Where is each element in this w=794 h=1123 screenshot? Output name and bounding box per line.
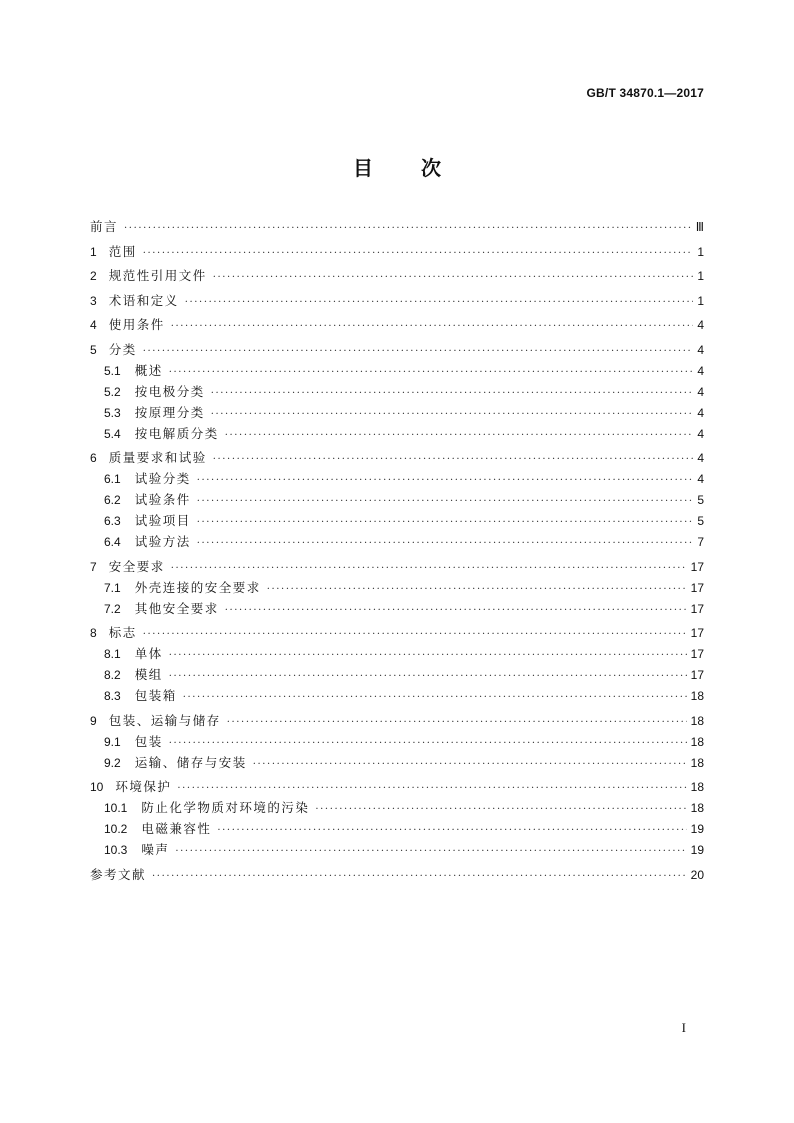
toc-entry-page: 17	[690, 559, 704, 574]
toc-leader-dots	[227, 712, 687, 733]
toc-entry-number: 6.2	[104, 493, 121, 507]
toc-entry-number: 8.1	[104, 647, 121, 661]
toc-subentry[interactable]	[90, 423, 704, 444]
toc-entry-label: 按原理分类	[134, 404, 205, 420]
toc-subentry[interactable]	[90, 664, 704, 685]
toc-entry-number: 6.1	[104, 472, 121, 486]
toc-subentry[interactable]	[90, 577, 704, 598]
toc-entry-label: 概述	[134, 362, 163, 378]
toc-entry-label: 试验条件	[134, 492, 191, 507]
toc-leader-dots	[217, 820, 686, 841]
toc-leader-dots	[183, 687, 687, 708]
toc-subentry[interactable]	[90, 489, 704, 510]
toc-entry-label: 质量要求和试验	[108, 450, 207, 465]
toc-title-char-1: 目	[353, 156, 373, 180]
toc-leader-dots	[211, 383, 694, 404]
toc-entry-number: 6	[90, 451, 97, 465]
toc-subentry[interactable]	[90, 402, 704, 423]
toc-leader-dots	[197, 491, 694, 512]
toc-subentry[interactable]	[90, 731, 704, 752]
toc-title	[0, 152, 794, 181]
toc-entry-page: 1	[697, 244, 704, 259]
toc-leader-dots	[211, 404, 694, 425]
toc-entry-number: 2	[90, 269, 97, 283]
toc-entry-page: 18	[690, 780, 704, 794]
toc-leader-dots	[315, 799, 686, 820]
toc-title-char-2: 次	[421, 156, 441, 180]
toc-entry-label: 安全要求	[108, 558, 165, 574]
toc-leader-dots	[197, 512, 694, 533]
toc-entry-number: 6.4	[104, 535, 121, 549]
toc-leader-dots	[225, 425, 694, 446]
toc-entry-page: 17	[690, 668, 704, 682]
toc-entry-page: 19	[690, 822, 704, 836]
toc-entry-label: 其他安全要求	[134, 600, 219, 616]
toc-entry-page: 1	[697, 269, 704, 283]
toc-entry-number: 5.2	[104, 384, 121, 399]
toc-subentry[interactable]	[90, 381, 704, 402]
toc-leader-dots	[143, 624, 687, 645]
toc-entry-page: 18	[690, 755, 704, 770]
toc-subentry[interactable]	[90, 360, 704, 381]
table-of-contents	[90, 216, 704, 885]
toc-entry-page: 4	[697, 318, 704, 332]
toc-entry-label: 标志	[108, 625, 137, 640]
toc-entry-page: 1	[697, 293, 704, 308]
toc-entry-label: 分类	[108, 341, 137, 357]
toc-entry-page: 5	[697, 514, 704, 528]
toc-entry[interactable]	[90, 556, 704, 577]
toc-entry-label: 包装、运输与储存	[108, 712, 221, 728]
toc-entry-number: 10.2	[104, 822, 128, 836]
toc-subentry[interactable]	[90, 685, 704, 706]
toc-entry-label: 环境保护	[115, 779, 172, 794]
standard-code: GB/T 34870.1—2017	[586, 86, 704, 100]
toc-entry[interactable]	[90, 864, 704, 885]
footer-page-number: I	[681, 1020, 686, 1035]
toc-leader-dots	[171, 558, 687, 579]
toc-entry-label: 试验分类	[134, 471, 191, 486]
toc-entry-number: 7.1	[104, 580, 121, 595]
toc-leader-dots	[143, 243, 694, 264]
toc-entry-label: 包装	[134, 733, 163, 749]
toc-entry[interactable]	[90, 622, 704, 643]
toc-entry-label: 使用条件	[108, 317, 165, 332]
toc-entry-page: 4	[697, 472, 704, 486]
toc-entry-page: 18	[690, 801, 704, 815]
toc-entry-number: 9.1	[104, 734, 121, 749]
toc-entry[interactable]	[90, 339, 704, 360]
toc-entry-label: 单体	[134, 646, 163, 661]
toc-leader-dots	[267, 579, 687, 600]
toc-entry-label: 电磁兼容性	[141, 821, 212, 836]
toc-entry-number: 7	[90, 559, 97, 574]
toc-entry[interactable]	[90, 314, 704, 335]
toc-leader-dots	[169, 666, 687, 687]
toc-entry-number: 10.3	[104, 843, 128, 857]
toc-entry-number: 3	[90, 293, 97, 308]
toc-entry[interactable]	[90, 216, 704, 237]
toc-entry-number: 1	[90, 244, 97, 259]
toc-entry-label: 防止化学物质对环境的污染	[141, 800, 310, 815]
toc-entry-label: 前言	[90, 219, 119, 234]
toc-entry-page: 17	[690, 626, 704, 640]
toc-entry-label: 包装箱	[134, 688, 177, 703]
toc-leader-dots	[253, 754, 687, 775]
toc-entry-page: 19	[690, 843, 704, 857]
toc-leader-dots	[169, 645, 687, 666]
toc-entry[interactable]	[90, 710, 704, 731]
toc-entry-page: 18	[690, 734, 704, 749]
toc-leader-dots	[169, 733, 687, 754]
toc-entry-number: 9	[90, 713, 97, 728]
toc-entry-page: 4	[697, 363, 704, 378]
toc-entry-label: 按电解质分类	[134, 425, 219, 441]
toc-entry-number: 8	[90, 626, 97, 640]
toc-leader-dots	[197, 533, 694, 554]
toc-entry-number: 4	[90, 318, 97, 332]
toc-entry-label: 按电极分类	[134, 383, 205, 399]
toc-entry-page: 4	[697, 342, 704, 357]
toc-leader-dots	[213, 267, 694, 288]
toc-entry-number: 8.2	[104, 668, 121, 682]
toc-entry-page: 20	[690, 867, 704, 882]
toc-subentry[interactable]	[90, 643, 704, 664]
toc-leader-dots	[175, 841, 686, 862]
toc-leader-dots	[152, 866, 687, 887]
toc-entry-label: 试验方法	[134, 534, 191, 549]
toc-entry-label: 外壳连接的安全要求	[134, 579, 261, 595]
toc-entry-label: 运输、储存与安装	[134, 754, 247, 770]
toc-subentry[interactable]	[90, 797, 704, 818]
toc-entry-page: 18	[690, 689, 704, 703]
toc-entry[interactable]	[90, 290, 704, 311]
toc-leader-dots	[185, 292, 694, 313]
toc-subentry[interactable]	[90, 818, 704, 839]
toc-entry-number: 10.1	[104, 801, 128, 815]
toc-subentry[interactable]	[90, 531, 704, 552]
toc-leader-dots	[143, 341, 694, 362]
toc-subentry[interactable]	[90, 598, 704, 619]
toc-entry-label: 模组	[134, 667, 163, 682]
toc-entry[interactable]	[90, 447, 704, 468]
toc-leader-dots	[171, 316, 694, 337]
toc-leader-dots	[169, 362, 694, 383]
toc-entry[interactable]	[90, 776, 704, 797]
toc-entry-number: 5.3	[104, 405, 121, 420]
toc-entry-label: 范围	[108, 243, 137, 259]
toc-entry-page: 4	[697, 384, 704, 399]
toc-entry-label: 规范性引用文件	[108, 268, 207, 283]
toc-entry-number: 5.4	[104, 426, 121, 441]
toc-entry-page: 17	[690, 647, 704, 661]
toc-entry-number: 5	[90, 342, 97, 357]
toc-entry-page: 4	[697, 451, 704, 465]
toc-entry-label: 参考文献	[90, 866, 147, 882]
toc-leader-dots	[177, 778, 686, 799]
toc-subentry[interactable]	[90, 468, 704, 489]
toc-entry-number: 8.3	[104, 689, 121, 703]
toc-entry-page: 18	[690, 713, 704, 728]
toc-entry-page: 7	[697, 535, 704, 549]
toc-entry-number: 10	[90, 780, 104, 794]
toc-entry-number: 5.1	[104, 363, 121, 378]
toc-entry-label: 术语和定义	[108, 292, 179, 308]
toc-entry-label: 噪声	[141, 842, 170, 857]
toc-entry-page: 4	[697, 405, 704, 420]
toc-entry[interactable]	[90, 265, 704, 286]
toc-entry-page: 4	[697, 426, 704, 441]
toc-entry[interactable]	[90, 241, 704, 262]
toc-entry-label: 试验项目	[134, 513, 191, 528]
toc-subentry[interactable]	[90, 510, 704, 531]
toc-leader-dots	[213, 449, 694, 470]
toc-entry-page: Ⅲ	[695, 220, 704, 234]
toc-entry-page: 5	[697, 493, 704, 507]
toc-entry-page: 17	[690, 580, 704, 595]
toc-subentry[interactable]	[90, 752, 704, 773]
toc-entry-number: 7.2	[104, 601, 121, 616]
toc-entry-page: 17	[690, 601, 704, 616]
toc-leader-dots	[225, 600, 687, 621]
toc-entry-number: 9.2	[104, 755, 121, 770]
toc-leader-dots	[197, 470, 694, 491]
toc-entry-number: 6.3	[104, 514, 121, 528]
toc-leader-dots	[124, 218, 692, 239]
toc-subentry[interactable]	[90, 839, 704, 860]
